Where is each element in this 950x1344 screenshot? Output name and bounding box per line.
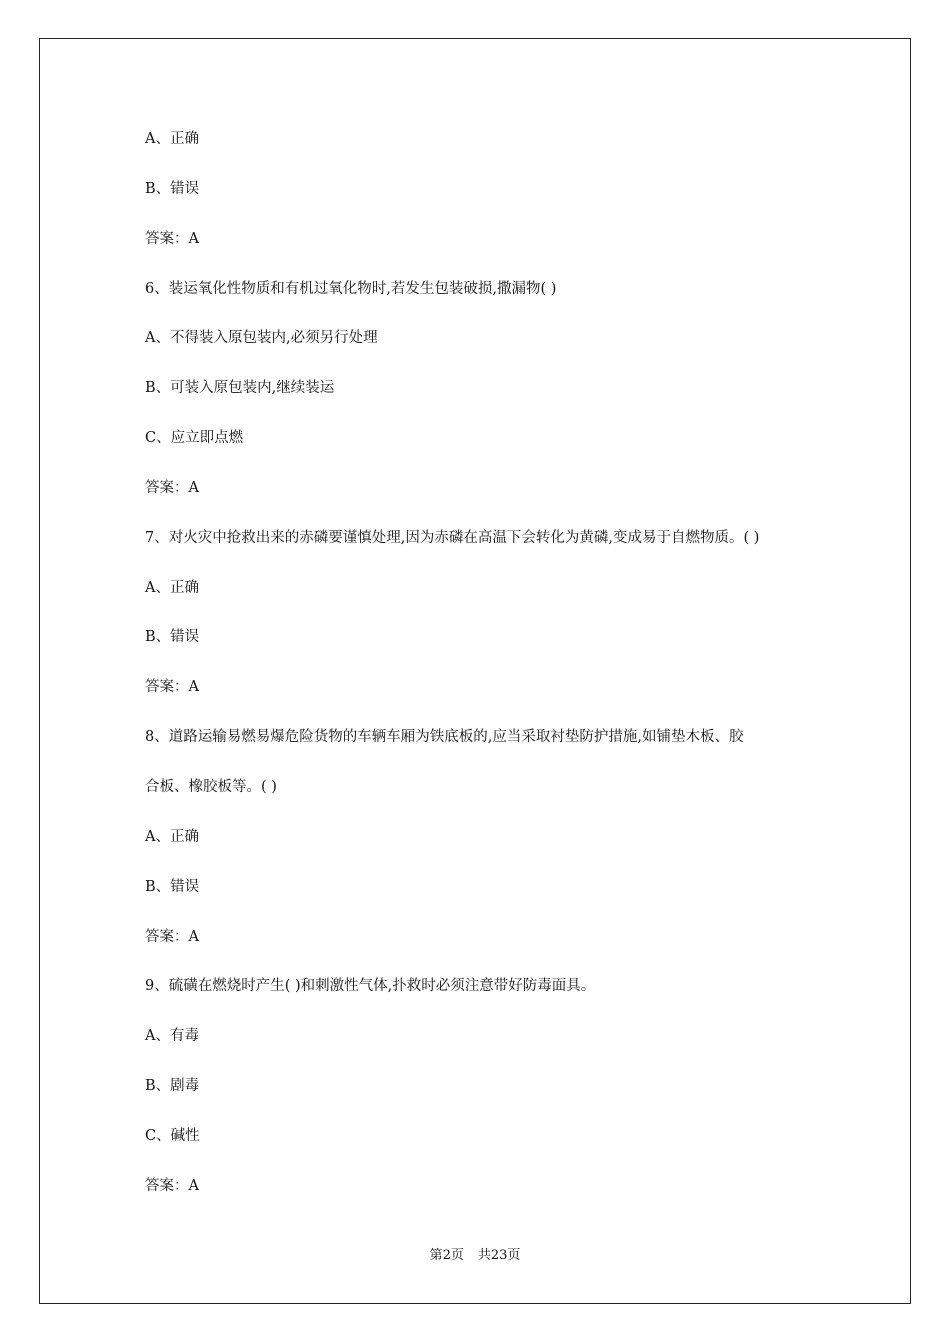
question-8-continued: 合板、橡胶板等。( ): [145, 778, 277, 795]
document-body: [145, 127, 845, 1224]
page-total: 共23页: [477, 1248, 521, 1263]
option-6a: A、不得装入原包装内,必须另行处理: [145, 330, 378, 347]
option-6b: B、可装入原包装内,继续装运: [145, 380, 335, 397]
question-7: 7、对火灾中抢救出来的赤磷要谨慎处理,因为赤磷在高温下会转化为黄磷,变成易于自燃物质。( ): [145, 529, 760, 546]
answer-6: 答案：A: [145, 479, 199, 496]
answer-9: 答案：A: [145, 1177, 199, 1194]
answer-5: 答案：A: [145, 230, 199, 247]
question-6: 6、装运氧化性物质和有机过氧化物时,若发生包装破损,撒漏物( ): [145, 280, 557, 297]
option-8b: B、错误: [145, 878, 200, 895]
option-9c: C、碱性: [145, 1127, 200, 1144]
question-8: 8、道路运输易燃易爆危险货物的车辆车厢为铁底板的,应当采取衬垫防护措施,如铺垫木板、胶: [145, 729, 744, 746]
option-7b: B、错误: [145, 629, 200, 646]
option-6c: C、应立即点燃: [145, 430, 244, 447]
option-9b: B、剧毒: [145, 1078, 200, 1095]
answer-8: 答案：A: [145, 928, 199, 945]
option-9a: A、有毒: [145, 1028, 199, 1045]
page-number: 第2页: [429, 1248, 464, 1263]
option-5b: B、错误: [145, 180, 200, 197]
option-8a: A、正确: [145, 828, 199, 845]
answer-7: 答案：A: [145, 679, 199, 696]
question-9: 9、硫磺在燃烧时产生( )和刺激性气体,扑救时必须注意带好防毒面具。: [145, 978, 596, 995]
page-footer: [0, 1246, 950, 1266]
option-5a: A、正确: [145, 131, 199, 147]
option-7a: A、正确: [145, 579, 199, 596]
